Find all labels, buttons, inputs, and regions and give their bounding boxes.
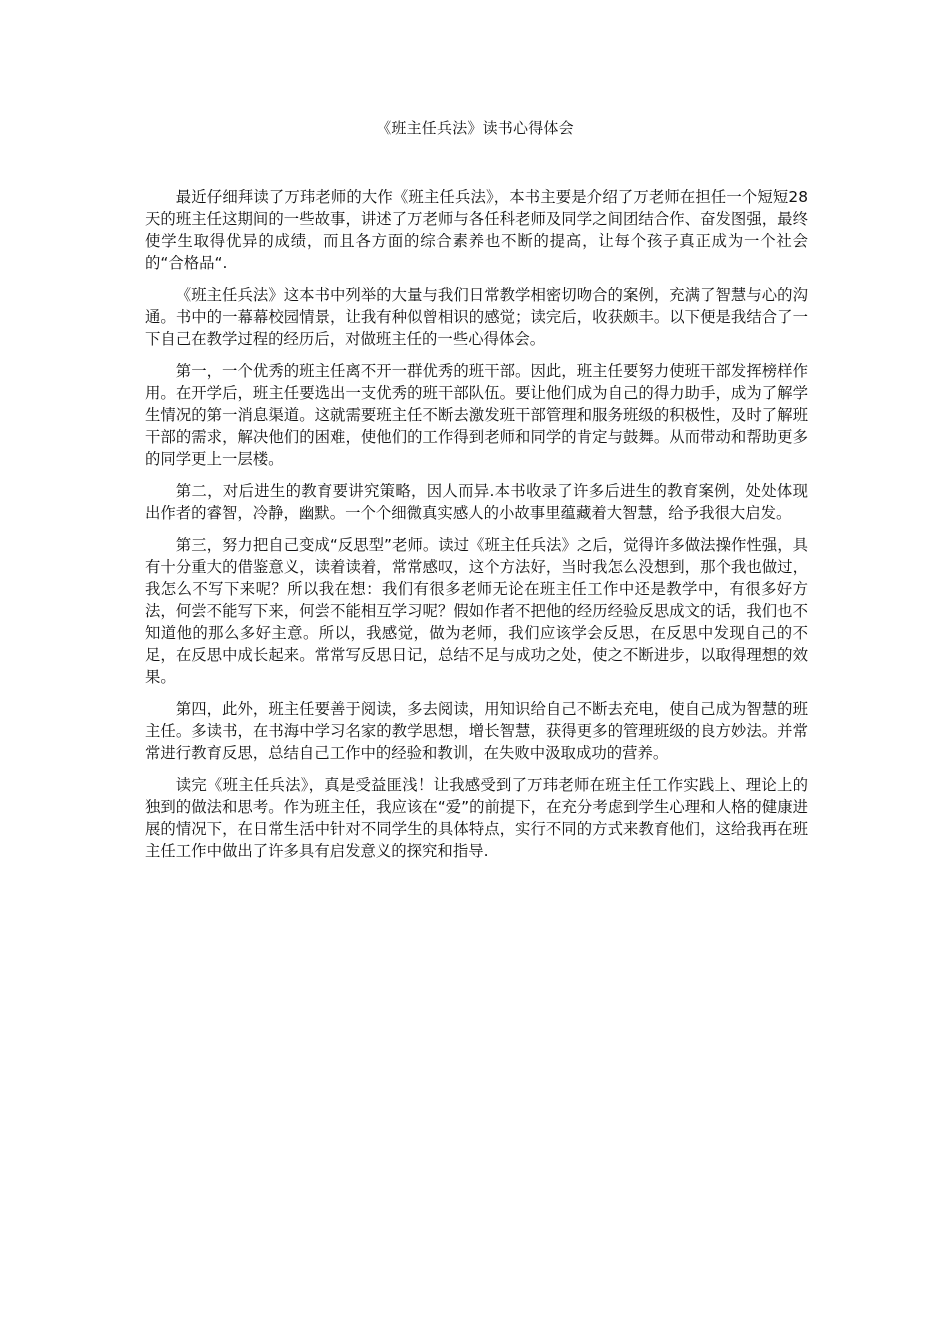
paragraph-point-two: 第二，对后进生的教育要讲究策略，因人而异.本书收录了许多后进生的教育案例，处处体现出作者的睿智，冷静，幽默。一个个细微真实感人的小故事里蕴藏着大智慧，给予我很大启发。 — [145, 482, 808, 522]
paragraph-conclusion: 读完《班主任兵法》，真是受益匪浅！让我感受到了万玮老师在班主任工作实践上、理论上的独到的做法和思考。作为班主任，我应该在“爱”的前提下，在充分考虑到学生心理和人格的健康进展的情况下，在日常生活中针对不同学生的具体特点，实行不同的方式来教育他们，这给我再在班主任工作中做出了许多具有启发意义的探究和指导. — [145, 776, 808, 860]
paragraph-point-four: 第四，此外，班主任要善于阅读，多去阅读，用知识给自己不断去充电，使自己成为智慧的班主任。多读书，在书海中学习名家的教学思想，增长智慧，获得更多的管理班级的良方妙法。并常常进行教育反思，总结自己工作中的经验和教训，在失败中汲取成功的营养。 — [145, 700, 808, 762]
document-title: 《班主任兵法》读书心得体会 — [376, 119, 574, 137]
paragraph-point-one: 第一，一个优秀的班主任离不开一群优秀的班干部。因此，班主任要努力使班干部发挥榜样作用。在开学后，班主任要选出一支优秀的班干部队伍。要让他们成为自己的得力助手，成为了解学生情况的第一消息渠道。这就需要班主任不断去激发班干部管理和服务班级的积极性，及时了解班干部的需求，解决他们的困难，使他们的工作得到老师和同学的肯定与鼓舞。从而带动和帮助更多的同学更上一层楼。 — [145, 362, 808, 468]
paragraph-overview: 《班主任兵法》这本书中列举的大量与我们日常教学相密切吻合的案例，充满了智慧与心的沟通。书中的一幕幕校园情景，让我有种似曾相识的感觉；读完后，收获颇丰。以下便是我结合了一下自己在教学过程的经历后，对做班主任的一些心得体会。 — [145, 286, 808, 348]
document-body — [145, 186, 808, 872]
paragraph-intro: 最近仔细拜读了万玮老师的大作《班主任兵法》，本书主要是介绍了万老师在担任一个短短28天的班主任这期间的一些故事，讲述了万老师与各任科老师及同学之间团结合作、奋发图强，最终使学生取得优异的成绩，而且各方面的综合素养也不断的提高，让每个孩子真正成为一个社会的“合格品“. — [145, 188, 808, 272]
paragraph-point-three: 第三，努力把自己变成“反思型”老师。读过《班主任兵法》之后，觉得许多做法操作性强，具有十分重大的借鉴意义，读着读着，常常感叹，这个方法好，当时我怎么没想到，那个我也做过，我怎么不写下来呢？所以我在想：我们有很多老师无论在班主任工作中还是教学中，有很多好方法，何尝不能写下来，何尝不能相互学习呢？假如作者不把他的经历经验反思成文的话，我们也不知道他的那么多好主意。所以，我感觉，做为老师，我们应该学会反思，在反思中发现自己的不足，在反思中成长起来。常常写反思日记，总结不足与成功之处，使之不断进步，以取得理想的效果。 — [145, 536, 808, 686]
